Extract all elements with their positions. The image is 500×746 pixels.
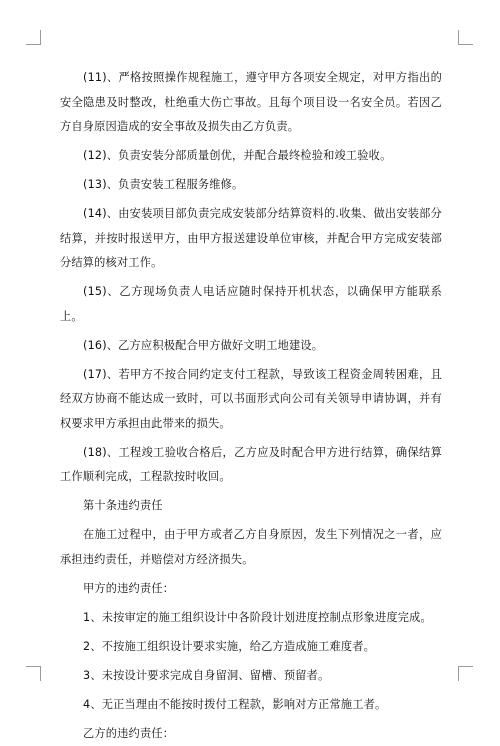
crop-mark-bottom-left	[26, 666, 41, 681]
clause-17: (17)、若甲方不按合同约定支付工程款，导致该工程资金周转困难，且经双方协商不能达成一致时，可以书面形式向公司有关领导申请协调，并有权要求甲方承担由此带来的损失。	[60, 363, 442, 437]
clause-15: (15)、乙方现场负责人电话应随时保持开机状态，以确保甲方能联系上。	[60, 280, 442, 329]
article-10-intro: 在施工过程中，由于甲方或者乙方自身原因，发生下列情况之一者，应承担违约责任，并赔偿对方经济损失。	[60, 523, 442, 572]
clause-12: (12)、负责安装分部质量创优，并配合最终检验和竣工验收。	[60, 144, 442, 169]
party-a-liability-item-1: 1、未按审定的施工组织设计中各阶段计划进度控制点形象进度完成。	[60, 606, 442, 631]
clause-14: (14)、由安装项目部负责完成安装部分结算资料的.收集、做出安装部分结算，并按时报送甲方，由甲方报送建设单位审核，并配合甲方完成安装部分结算的核对工作。	[60, 202, 442, 276]
clause-11: (11)、严格按照操作规程施工，遵守甲方各项安全规定，对甲方指出的安全隐患及时整改，杜绝重大伤亡事故。且每个项目设一名安全员。若因乙方自身原因造成的安全事故及损失由乙方负责。	[60, 66, 442, 140]
article-10-heading: 第十条违约责任	[60, 494, 442, 519]
clause-16: (16)、乙方应积极配合甲方做好文明工地建设。	[60, 334, 442, 359]
party-b-liability-heading: 乙方的违约责任：	[60, 722, 442, 746]
party-a-liability-item-3: 3、未按设计要求完成自身留洞、留槽、预留者。	[60, 664, 442, 689]
party-a-liability-item-4: 4、无正当理由不能按时拨付工程款，影响对方正常施工者。	[60, 693, 442, 718]
party-a-liability-heading: 甲方的违约责任：	[60, 577, 442, 602]
clause-18: (18)、工程竣工验收合格后，乙方应及时配合甲方进行结算，确保结算工作顺利完成，工程款按时收回。	[60, 441, 442, 490]
clause-13: (13)、负责安装工程服务维修。	[60, 173, 442, 198]
crop-mark-bottom-right	[458, 666, 473, 681]
crop-mark-top-right	[458, 30, 473, 45]
crop-mark-top-left	[26, 30, 41, 45]
document-body	[60, 66, 442, 746]
party-a-liability-item-2: 2、不按施工组织设计要求实施，给乙方造成施工难度者。	[60, 635, 442, 660]
